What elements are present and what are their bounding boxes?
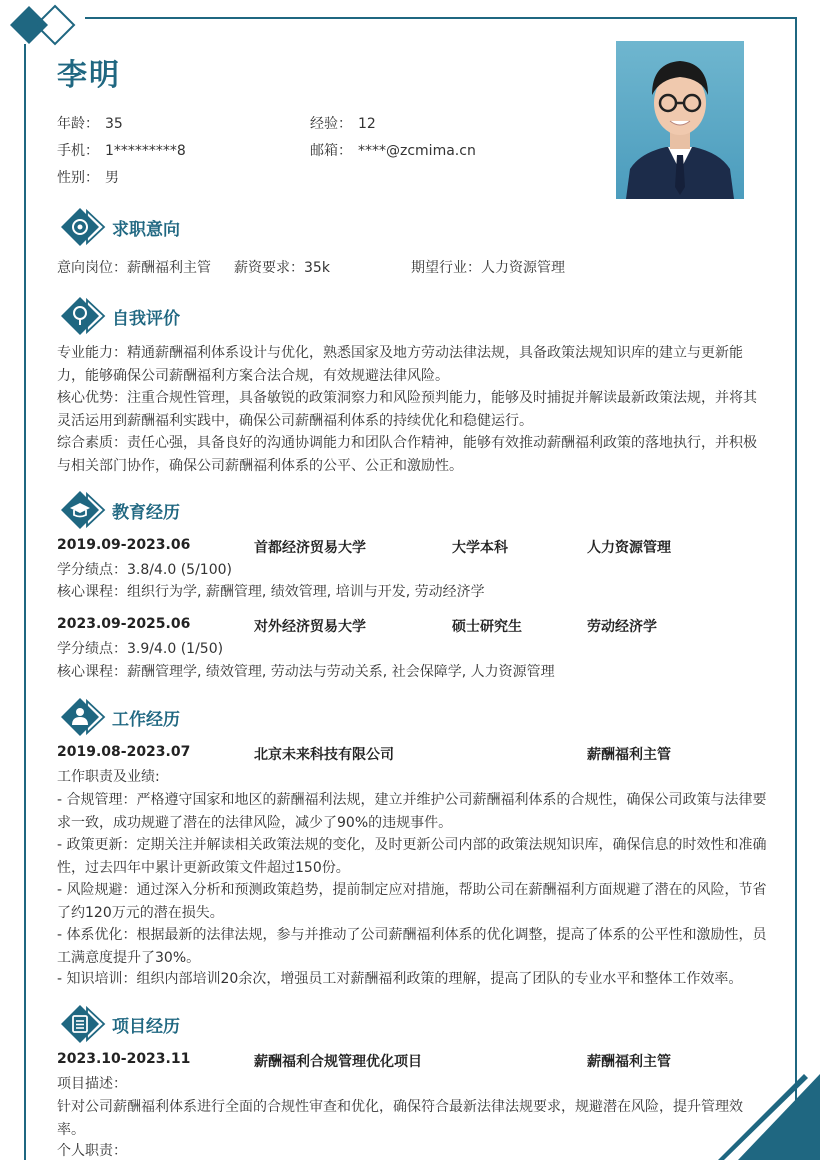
- work-bullet: - 政策更新：定期关注并解读相关政策法规的变化，及时更新公司内部的政策法规知识库，确保信息的时效性和准确性，过去四年中累计更新政策文件超过150份。: [57, 837, 767, 876]
- work-heading: 工作职责及业绩:: [57, 769, 160, 785]
- experience-field: 经验： 12: [310, 116, 376, 132]
- email-field: 邮箱： ****@zcmima.cn: [310, 143, 476, 159]
- self-eval-paragraph: 专业能力：精通薪酬福利体系设计与优化，熟悉国家及地方劳动法律法规，具备政策法规知识库的建立与更新能力，能够确保公司薪酬福利方案合法合规，有效规避法律风险。: [57, 345, 743, 384]
- section-work-header: [60, 697, 180, 737]
- project-row: 2023.10-2023.11 薪酬福利合规管理优化项目 薪酬福利主管: [57, 1051, 671, 1070]
- project-desc-label: 项目描述：: [57, 1076, 127, 1092]
- section-title: 教育经历: [112, 502, 180, 523]
- section-title: 项目经历: [112, 1016, 180, 1037]
- section-self-eval-header: [60, 296, 180, 336]
- candidate-name: 李明: [57, 58, 121, 93]
- education-row: 2023.09-2025.06 对外经济贸易大学 硕士研究生 劳动经济学: [57, 616, 657, 635]
- gender-field: 性别： 男: [57, 170, 119, 186]
- flower-icon: [60, 296, 106, 336]
- section-project-header: [60, 1004, 180, 1044]
- section-title: 工作经历: [112, 709, 180, 730]
- target-icon: [60, 207, 106, 247]
- self-eval-paragraph: 核心优势：注重合规性管理，具备敏锐的政策洞察力和风险预判能力，能够及时捕捉并解读最新政策法规，并将其灵活运用到薪酬福利实践中，确保公司薪酬福利体系的持续优化和稳健运行。: [57, 390, 757, 429]
- education-gpa: 学分绩点：3.9/4.0 (1/50): [57, 641, 224, 657]
- intent-industry: 期望行业：人力资源管理: [411, 260, 565, 276]
- education-gpa: 学分绩点：3.8/4.0 (5/100): [57, 562, 232, 578]
- work-bullet: - 风险规避：通过深入分析和预测政策趋势，提前制定应对措施，帮助公司在薪酬福利方面规避了潜在的风险，节省了约120万元的潜在损失。: [57, 882, 767, 921]
- frame-left-line: [24, 44, 26, 1160]
- self-eval-paragraph: 综合素质：责任心强，具备良好的沟通协调能力和团队合作精神，能够有效推动薪酬福利政策的落地执行，并积极与相关部门协作，确保公司薪酬福利体系的公平、公正和激励性。: [57, 435, 757, 474]
- education-courses: 核心课程：薪酬管理学, 绩效管理, 劳动法与劳动关系, 社会保障学, 人力资源管理: [57, 664, 555, 680]
- work-bullet: - 知识培训：组织内部培训20余次，增强员工对薪酬福利政策的理解，提高了团队的专业水平和整体工作效率。: [57, 971, 743, 987]
- section-intent-header: [60, 207, 180, 247]
- work-bullet: - 体系优化：根据最新的法律法规，参与并推动了公司薪酬福利体系的优化调整，提高了体系的公平性和激励性，员工满意度提升了30%。: [57, 927, 767, 966]
- phone-field: 手机： 1*********8: [57, 143, 186, 159]
- profile-photo: [616, 41, 744, 199]
- intent-salary: 薪资要求：35k: [234, 260, 330, 276]
- education-row: 2019.09-2023.06 首都经济贸易大学 大学本科 人力资源管理: [57, 537, 671, 556]
- work-bullet: - 合规管理：严格遵守国家和地区的薪酬福利法规，建立并维护公司薪酬福利体系的合规性，确保公司政策与法律要求一致，成功规避了潜在的法律风险，减少了90%的违规事件。: [57, 792, 767, 831]
- age-field: 年龄： 35: [57, 116, 123, 132]
- work-row: 2019.08-2023.07 北京未来科技有限公司 薪酬福利主管: [57, 744, 671, 763]
- list-icon: [60, 1004, 106, 1044]
- intent-position: 意向岗位：薪酬福利主管: [57, 260, 211, 276]
- project-description: 针对公司薪酬福利体系进行全面的合规性审查和优化，确保符合最新法律法规要求，规避潜在风险，提升管理效率。: [57, 1099, 743, 1138]
- person-icon: [60, 697, 106, 737]
- education-courses: 核心课程：组织行为学, 薪酬管理, 绩效管理, 培训与开发, 劳动经济学: [57, 584, 485, 600]
- section-title: 求职意向: [112, 219, 180, 240]
- frame-right-line: [795, 17, 797, 1160]
- section-title: 自我评价: [112, 308, 180, 329]
- project-duty-label: 个人职责：: [57, 1143, 127, 1159]
- frame-top-line: [85, 17, 797, 19]
- section-education-header: [60, 490, 180, 530]
- corner-diamond-icon: [8, 4, 78, 46]
- graduation-cap-icon: [60, 490, 106, 530]
